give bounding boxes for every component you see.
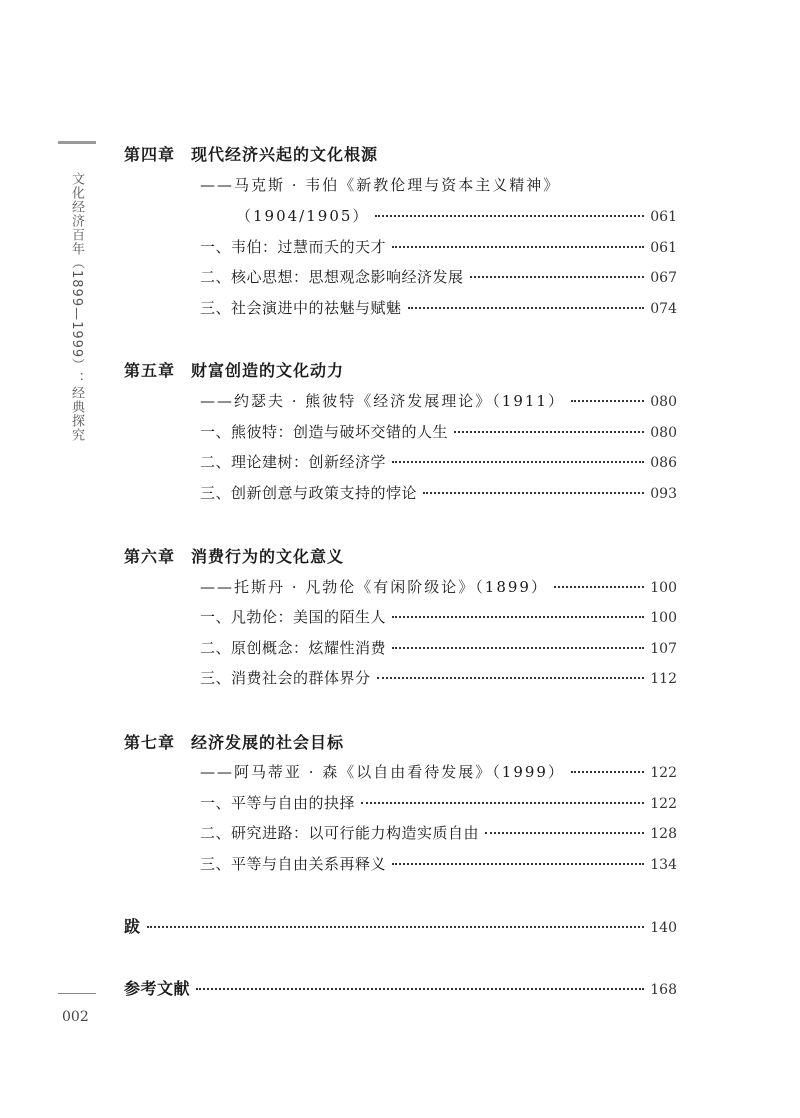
entry-page: 112 — [650, 671, 677, 687]
toc-entry[interactable] — [200, 576, 677, 597]
dot-leader — [571, 770, 644, 773]
chapter-title: 经济发展的社会目标 — [191, 733, 345, 752]
toc-entry[interactable] — [200, 174, 677, 195]
entry-page: 061 — [650, 209, 677, 225]
toc-entry[interactable] — [200, 606, 677, 627]
entry-page: 080 — [650, 425, 677, 441]
chapter-heading[interactable] — [124, 544, 344, 567]
dot-leader — [423, 491, 644, 494]
chapter-heading[interactable] — [124, 730, 344, 753]
entry-label: （1904/1905） — [236, 207, 370, 225]
entry-page: 122 — [650, 796, 677, 812]
dot-leader — [571, 399, 644, 402]
chapter-title: 消费行为的文化意义 — [191, 547, 345, 566]
entry-label: 三、消费社会的群体界分 — [200, 669, 371, 687]
entry-page: 128 — [650, 826, 677, 842]
entry-page: 168 — [650, 982, 677, 998]
toc-entry[interactable] — [200, 451, 677, 472]
entry-label: 跋 — [124, 917, 141, 936]
dot-leader — [392, 460, 644, 463]
entry-label: 三、平等与自由关系再释义 — [200, 855, 387, 873]
sidebar-bottom-rule — [58, 993, 96, 994]
entry-page: 107 — [650, 641, 677, 657]
entry-page: 100 — [650, 580, 677, 596]
running-book-title: 文化经济百年（1899—1999）：经典探究 — [69, 172, 84, 443]
dot-leader — [392, 615, 644, 618]
toc-entry[interactable] — [200, 822, 677, 843]
sidebar-top-rule — [58, 141, 96, 144]
entry-label: ——马克斯 · 韦伯《新教伦理与资本主义精神》 — [200, 176, 561, 194]
entry-page: 140 — [650, 920, 677, 936]
chapter-number: 第四章 — [124, 145, 176, 164]
chapter-number: 第七章 — [124, 733, 176, 752]
entry-label: 三、创新创意与政策支持的悖论 — [200, 484, 418, 502]
entry-page: 093 — [650, 486, 677, 502]
entry-page: 067 — [650, 270, 677, 286]
entry-label: ——托斯丹 · 凡勃伦《有闲阶级论》（1899） — [200, 578, 548, 596]
toc-entry-postscript[interactable] — [124, 914, 677, 937]
toc-entry[interactable] — [200, 236, 677, 257]
chapter-number: 第六章 — [124, 547, 176, 566]
dot-leader — [485, 831, 644, 834]
entry-label: ——约瑟夫 · 熊彼特《经济发展理论》（1911） — [200, 392, 565, 410]
page-number: 002 — [62, 1009, 89, 1025]
entry-label: 一、凡勃伦：美国的陌生人 — [200, 608, 387, 626]
dot-leader — [196, 987, 644, 990]
toc-entry[interactable] — [236, 205, 677, 226]
entry-label: 一、韦伯：过慧而夭的天才 — [200, 238, 387, 256]
dot-leader — [454, 430, 644, 433]
entry-label: 二、核心思想：思想观念影响经济发展 — [200, 268, 464, 286]
toc-entry[interactable] — [200, 421, 677, 442]
toc-entry[interactable] — [200, 297, 677, 318]
entry-label: 三、社会演进中的祛魅与赋魅 — [200, 299, 402, 317]
toc-entry[interactable] — [200, 792, 677, 813]
entry-label: ——阿马蒂亚 · 森《以自由看待发展》（1999） — [200, 763, 565, 781]
entry-page: 061 — [650, 240, 677, 256]
entry-page: 086 — [650, 455, 677, 471]
dot-leader — [147, 925, 645, 928]
dot-leader — [392, 646, 644, 649]
dot-leader — [470, 275, 645, 278]
entry-page: 122 — [650, 765, 677, 781]
chapter-heading[interactable] — [124, 142, 378, 165]
toc-entry[interactable] — [200, 761, 677, 782]
chapter-title: 财富创造的文化动力 — [191, 361, 345, 380]
entry-label: 二、研究进路：以可行能力构造实质自由 — [200, 824, 480, 842]
toc-entry[interactable] — [200, 853, 677, 874]
toc-entry[interactable] — [200, 266, 677, 287]
entry-label: 二、理论建树：创新经济学 — [200, 453, 387, 471]
entry-page: 100 — [650, 610, 677, 626]
entry-label: 一、熊彼特：创造与破坏交错的人生 — [200, 423, 449, 441]
entry-page: 134 — [650, 857, 677, 873]
toc-entry-references[interactable] — [124, 976, 677, 999]
toc-entry[interactable] — [200, 637, 677, 658]
dot-leader — [408, 306, 645, 309]
chapter-number: 第五章 — [124, 361, 176, 380]
dot-leader — [375, 214, 644, 217]
entry-page: 074 — [650, 301, 677, 317]
entry-label: 参考文献 — [124, 979, 191, 998]
chapter-title: 现代经济兴起的文化根源 — [191, 145, 379, 164]
dot-leader — [392, 245, 644, 248]
dot-leader — [392, 862, 644, 865]
dot-leader — [554, 585, 644, 588]
toc-entry[interactable] — [200, 390, 677, 411]
toc-entry[interactable] — [200, 667, 677, 688]
toc-entry[interactable] — [200, 482, 677, 503]
dot-leader — [377, 676, 645, 679]
entry-page: 080 — [650, 394, 677, 410]
entry-label: 一、平等与自由的抉择 — [200, 794, 356, 812]
dot-leader — [361, 801, 644, 804]
chapter-heading[interactable] — [124, 358, 344, 381]
entry-label: 二、原创概念：炫耀性消费 — [200, 639, 387, 657]
